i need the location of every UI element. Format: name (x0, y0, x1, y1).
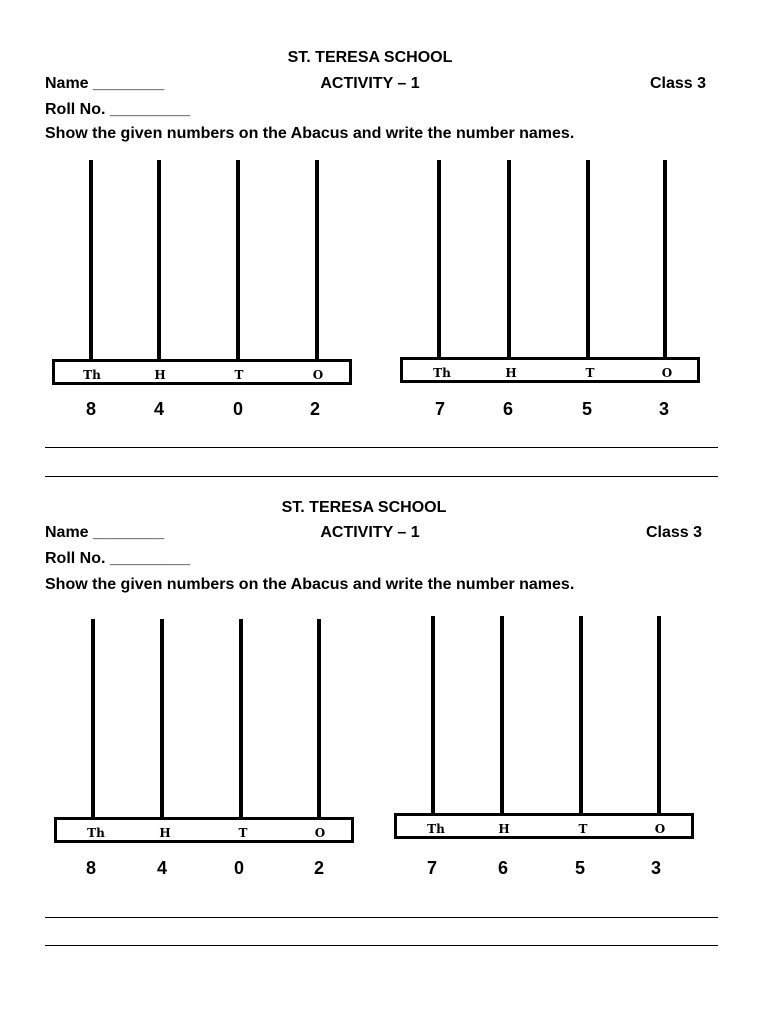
digit-th: 7 (426, 858, 437, 878)
place-label-t: T (238, 826, 248, 840)
place-label-t: T (578, 822, 588, 836)
rod-tens (236, 160, 240, 362)
digit-h: 6 (497, 858, 508, 878)
place-label-h: H (498, 822, 510, 836)
digit-th: 8 (85, 858, 96, 878)
rod-thousands (91, 619, 95, 820)
digit-t: 0 (233, 858, 244, 878)
class-label: Class 3 (645, 524, 702, 541)
abacus-3 (54, 619, 354, 889)
rod-hundreds (507, 160, 511, 360)
place-label-th: Th (83, 368, 101, 382)
name-label: Name ________ (45, 75, 165, 92)
rod-thousands (431, 616, 435, 816)
place-label-h: H (159, 826, 171, 840)
instruction-text: Show the given numbers on the Abacus and write the number names. (45, 125, 575, 142)
answer-line[interactable] (45, 447, 718, 448)
rod-tens (579, 616, 583, 816)
rod-ones (315, 160, 319, 362)
name-label: Name ________ (45, 524, 165, 541)
abacus-frame (52, 359, 352, 385)
worksheet-top (0, 0, 768, 450)
rod-tens (239, 619, 243, 820)
digit-t: 5 (574, 858, 585, 878)
place-label-th: Th (87, 826, 105, 840)
digit-h: 4 (156, 858, 167, 878)
digit-o: 3 (650, 858, 661, 878)
class-label: Class 3 (649, 75, 706, 92)
rod-tens (586, 160, 590, 360)
roll-label: Roll No. _________ (45, 550, 190, 567)
digit-th: 7 (434, 399, 445, 419)
place-label-o: O (314, 826, 326, 840)
abacus-frame (54, 817, 354, 843)
abacus-2 (400, 160, 700, 430)
place-label-o: O (654, 822, 666, 836)
worksheet-bottom (0, 450, 768, 900)
activity-title: ACTIVITY – 1 (320, 75, 420, 92)
place-label-t: T (585, 366, 595, 380)
rod-thousands (437, 160, 441, 360)
answer-line[interactable] (45, 945, 718, 946)
school-title: ST. TERESA SCHOOL (287, 49, 453, 66)
answer-line[interactable] (45, 917, 718, 918)
abacus-frame (394, 813, 694, 839)
school-title: ST. TERESA SCHOOL (281, 499, 447, 516)
digit-th: 8 (85, 399, 96, 419)
place-label-o: O (312, 368, 324, 382)
rod-ones (657, 616, 661, 816)
rod-hundreds (500, 616, 504, 816)
place-label-h: H (154, 368, 166, 382)
place-label-h: H (505, 366, 517, 380)
rod-ones (663, 160, 667, 360)
place-label-th: Th (433, 366, 451, 380)
place-label-th: Th (427, 822, 445, 836)
place-label-t: T (234, 368, 244, 382)
rod-ones (317, 619, 321, 820)
activity-title: ACTIVITY – 1 (320, 524, 420, 541)
digit-o: 3 (658, 399, 669, 419)
abacus-4 (394, 616, 694, 886)
digit-t: 5 (581, 399, 592, 419)
instruction-text: Show the given numbers on the Abacus and write the number names. (45, 576, 575, 593)
rod-hundreds (160, 619, 164, 820)
abacus-frame (400, 357, 700, 383)
digit-h: 4 (153, 399, 164, 419)
digit-h: 6 (502, 399, 513, 419)
digit-o: 2 (309, 399, 320, 419)
roll-label: Roll No. _________ (45, 101, 190, 118)
rod-hundreds (157, 160, 161, 362)
rod-thousands (89, 160, 93, 362)
digit-t: 0 (232, 399, 243, 419)
digit-o: 2 (313, 858, 324, 878)
abacus-1 (52, 160, 352, 430)
place-label-o: O (661, 366, 673, 380)
